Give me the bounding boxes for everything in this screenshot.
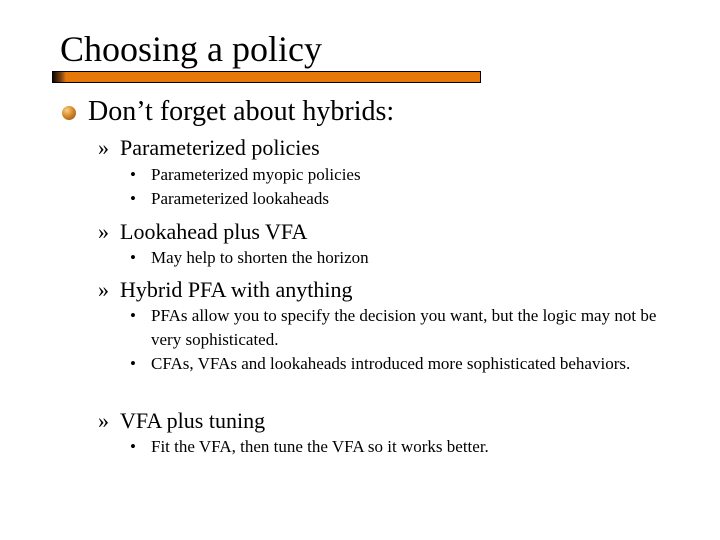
point-marker: • — [130, 189, 136, 208]
list-item-text: May help to shorten the horizon — [151, 248, 369, 267]
list-item-text: PFAs allow you to specify the decision you want, but the logic may not be very sophisticated. — [151, 306, 657, 349]
point-marker: • — [130, 248, 136, 267]
section-heading — [98, 135, 320, 161]
sub-marker: » — [98, 135, 109, 160]
title-underline-bar — [52, 71, 481, 83]
point-marker: • — [130, 354, 136, 373]
sub-marker: » — [98, 277, 109, 302]
section-heading — [98, 408, 265, 434]
section-heading-text: Parameterized policies — [120, 135, 320, 160]
section-heading-text: Hybrid PFA with anything — [120, 277, 353, 302]
list-item — [130, 246, 661, 270]
main-bullet-text: Don’t forget about hybrids: — [88, 96, 395, 127]
list-item-text: Fit the VFA, then tune the VFA so it works better. — [151, 437, 489, 456]
sub-marker: » — [98, 408, 109, 433]
list-item-text: Parameterized lookaheads — [151, 189, 329, 208]
list-item — [130, 352, 661, 376]
sub-marker: » — [98, 219, 109, 244]
list-item-text: Parameterized myopic policies — [151, 165, 361, 184]
bullet-ball-icon — [62, 106, 76, 120]
list-item — [130, 187, 661, 211]
slide-title: Choosing a policy — [60, 29, 322, 69]
point-marker: • — [130, 306, 136, 325]
point-marker: • — [130, 165, 136, 184]
title-underline-shade — [52, 72, 66, 82]
section-heading — [98, 219, 307, 245]
list-item — [130, 163, 661, 187]
section-heading-text: Lookahead plus VFA — [120, 219, 308, 244]
list-item — [130, 304, 661, 352]
list-item-text: CFAs, VFAs and lookaheads introduced more sophisticated behaviors. — [151, 354, 631, 373]
point-marker: • — [130, 437, 136, 456]
section-heading-text: VFA plus tuning — [120, 408, 266, 433]
section-heading — [98, 277, 352, 303]
list-item — [130, 435, 661, 459]
